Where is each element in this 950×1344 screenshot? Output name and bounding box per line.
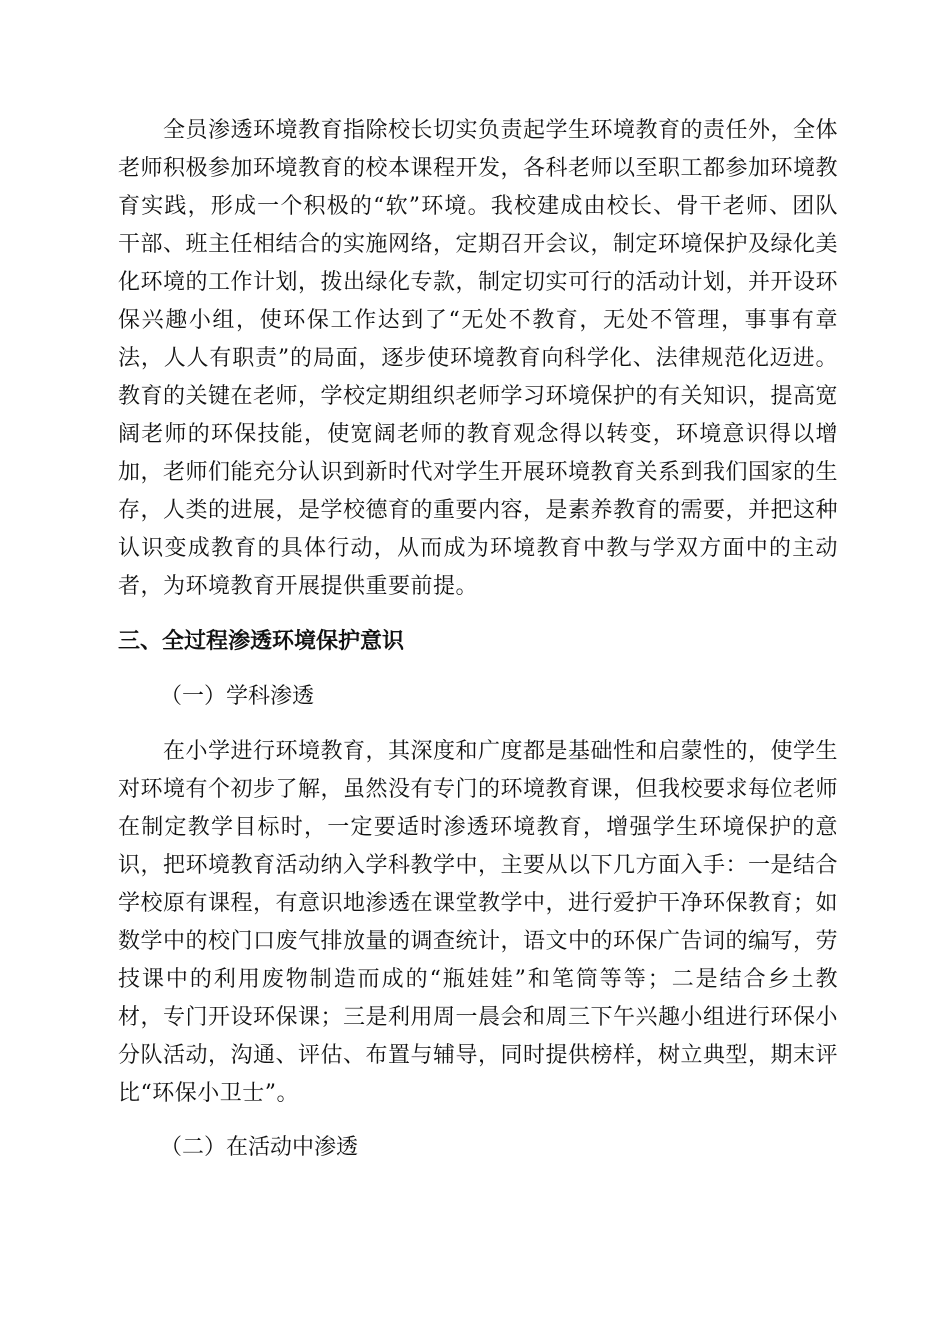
- paragraph-line: 阔老师的环保技能，使宽阔老师的教育观念得以转变，环境意识得以增: [118, 422, 838, 447]
- subsection-heading: （二）在活动中渗透: [160, 1135, 359, 1160]
- paragraph-line: 教育的关键在老师，学校定期组织老师学习环境保护的有关知识，提高宽: [118, 384, 839, 409]
- paragraph-line: 存，人类的进展，是学校德育的重要内容，是素养教育的需要，并把这种: [118, 498, 839, 523]
- paragraph-line: 在制定教学目标时，一定要适时渗透环境教育，增强学生环境保护的意: [118, 815, 838, 840]
- subsection-heading: （一）学科渗透: [160, 684, 315, 709]
- paragraph-line: 比“环保小卫士”。: [118, 1081, 299, 1106]
- paragraph-line: 认识变成教育的具体行动，从而成为环境教育中教与学双方面中的主动: [118, 536, 838, 561]
- paragraph-line: 学校原有课程，有意识地渗透在课堂教学中，进行爱护干净环保教育；如: [118, 891, 839, 916]
- paragraph-line: 育实践，形成一个积极的“软”环境。我校建成由校长、骨干老师、团队: [118, 194, 838, 219]
- paragraph-line: 材，专门开设环保课；三是利用周一晨会和周三下午兴趣小组进行环保小: [118, 1005, 839, 1030]
- paragraph-line: 者，为环境教育开展提供重要前提。: [118, 574, 479, 599]
- paragraph-line: 识，把环境教育活动纳入学科教学中，主要从以下几方面入手：一是结合: [118, 853, 839, 878]
- paragraph-line: 在小学进行环境教育，其深度和广度都是基础性和启蒙性的，使学生: [118, 739, 839, 764]
- paragraph-line: 对环境有个初步了解，虽然没有专门的环境教育课，但我校要求每位老师: [118, 777, 839, 802]
- paragraph-line: 分队活动，沟通、评估、布置与辅导，同时提供榜样，树立典型，期末评: [118, 1043, 839, 1068]
- paragraph-line: 老师积极参加环境教育的校本课程开发，各科老师以至职工都参加环境教: [118, 156, 839, 181]
- paragraph-line: 技课中的利用废物制造而成的“瓶娃娃”和笔筒等等；二是结合乡土教: [118, 967, 838, 992]
- paragraph-line: 保兴趣小组，使环保工作达到了“无处不教育，无处不管理，事事有章: [118, 308, 838, 333]
- paragraph-line: 干部、班主任相结合的实施网络，定期召开会议，制定环境保护及绿化美: [118, 232, 839, 257]
- section-heading: 三、全过程渗透环境保护意识: [118, 629, 405, 654]
- paragraph-line: 加，老师们能充分认识到新时代对学生开展环境教育关系到我们国家的生: [118, 460, 839, 485]
- paragraph-line: 法，人人有职责”的局面，逐步使环境教育向科学化、法律规范化迈进。: [118, 346, 838, 371]
- paragraph-line: 数学中的校门口废气排放量的调查统计，语文中的环保广告词的编写，劳: [118, 929, 839, 954]
- paragraph-line: 化环境的工作计划，拨出绿化专款，制定切实可行的活动计划，并开设环: [118, 270, 839, 295]
- paragraph-line: 全员渗透环境教育指除校长切实负责起学生环境教育的责任外，全体: [118, 118, 839, 143]
